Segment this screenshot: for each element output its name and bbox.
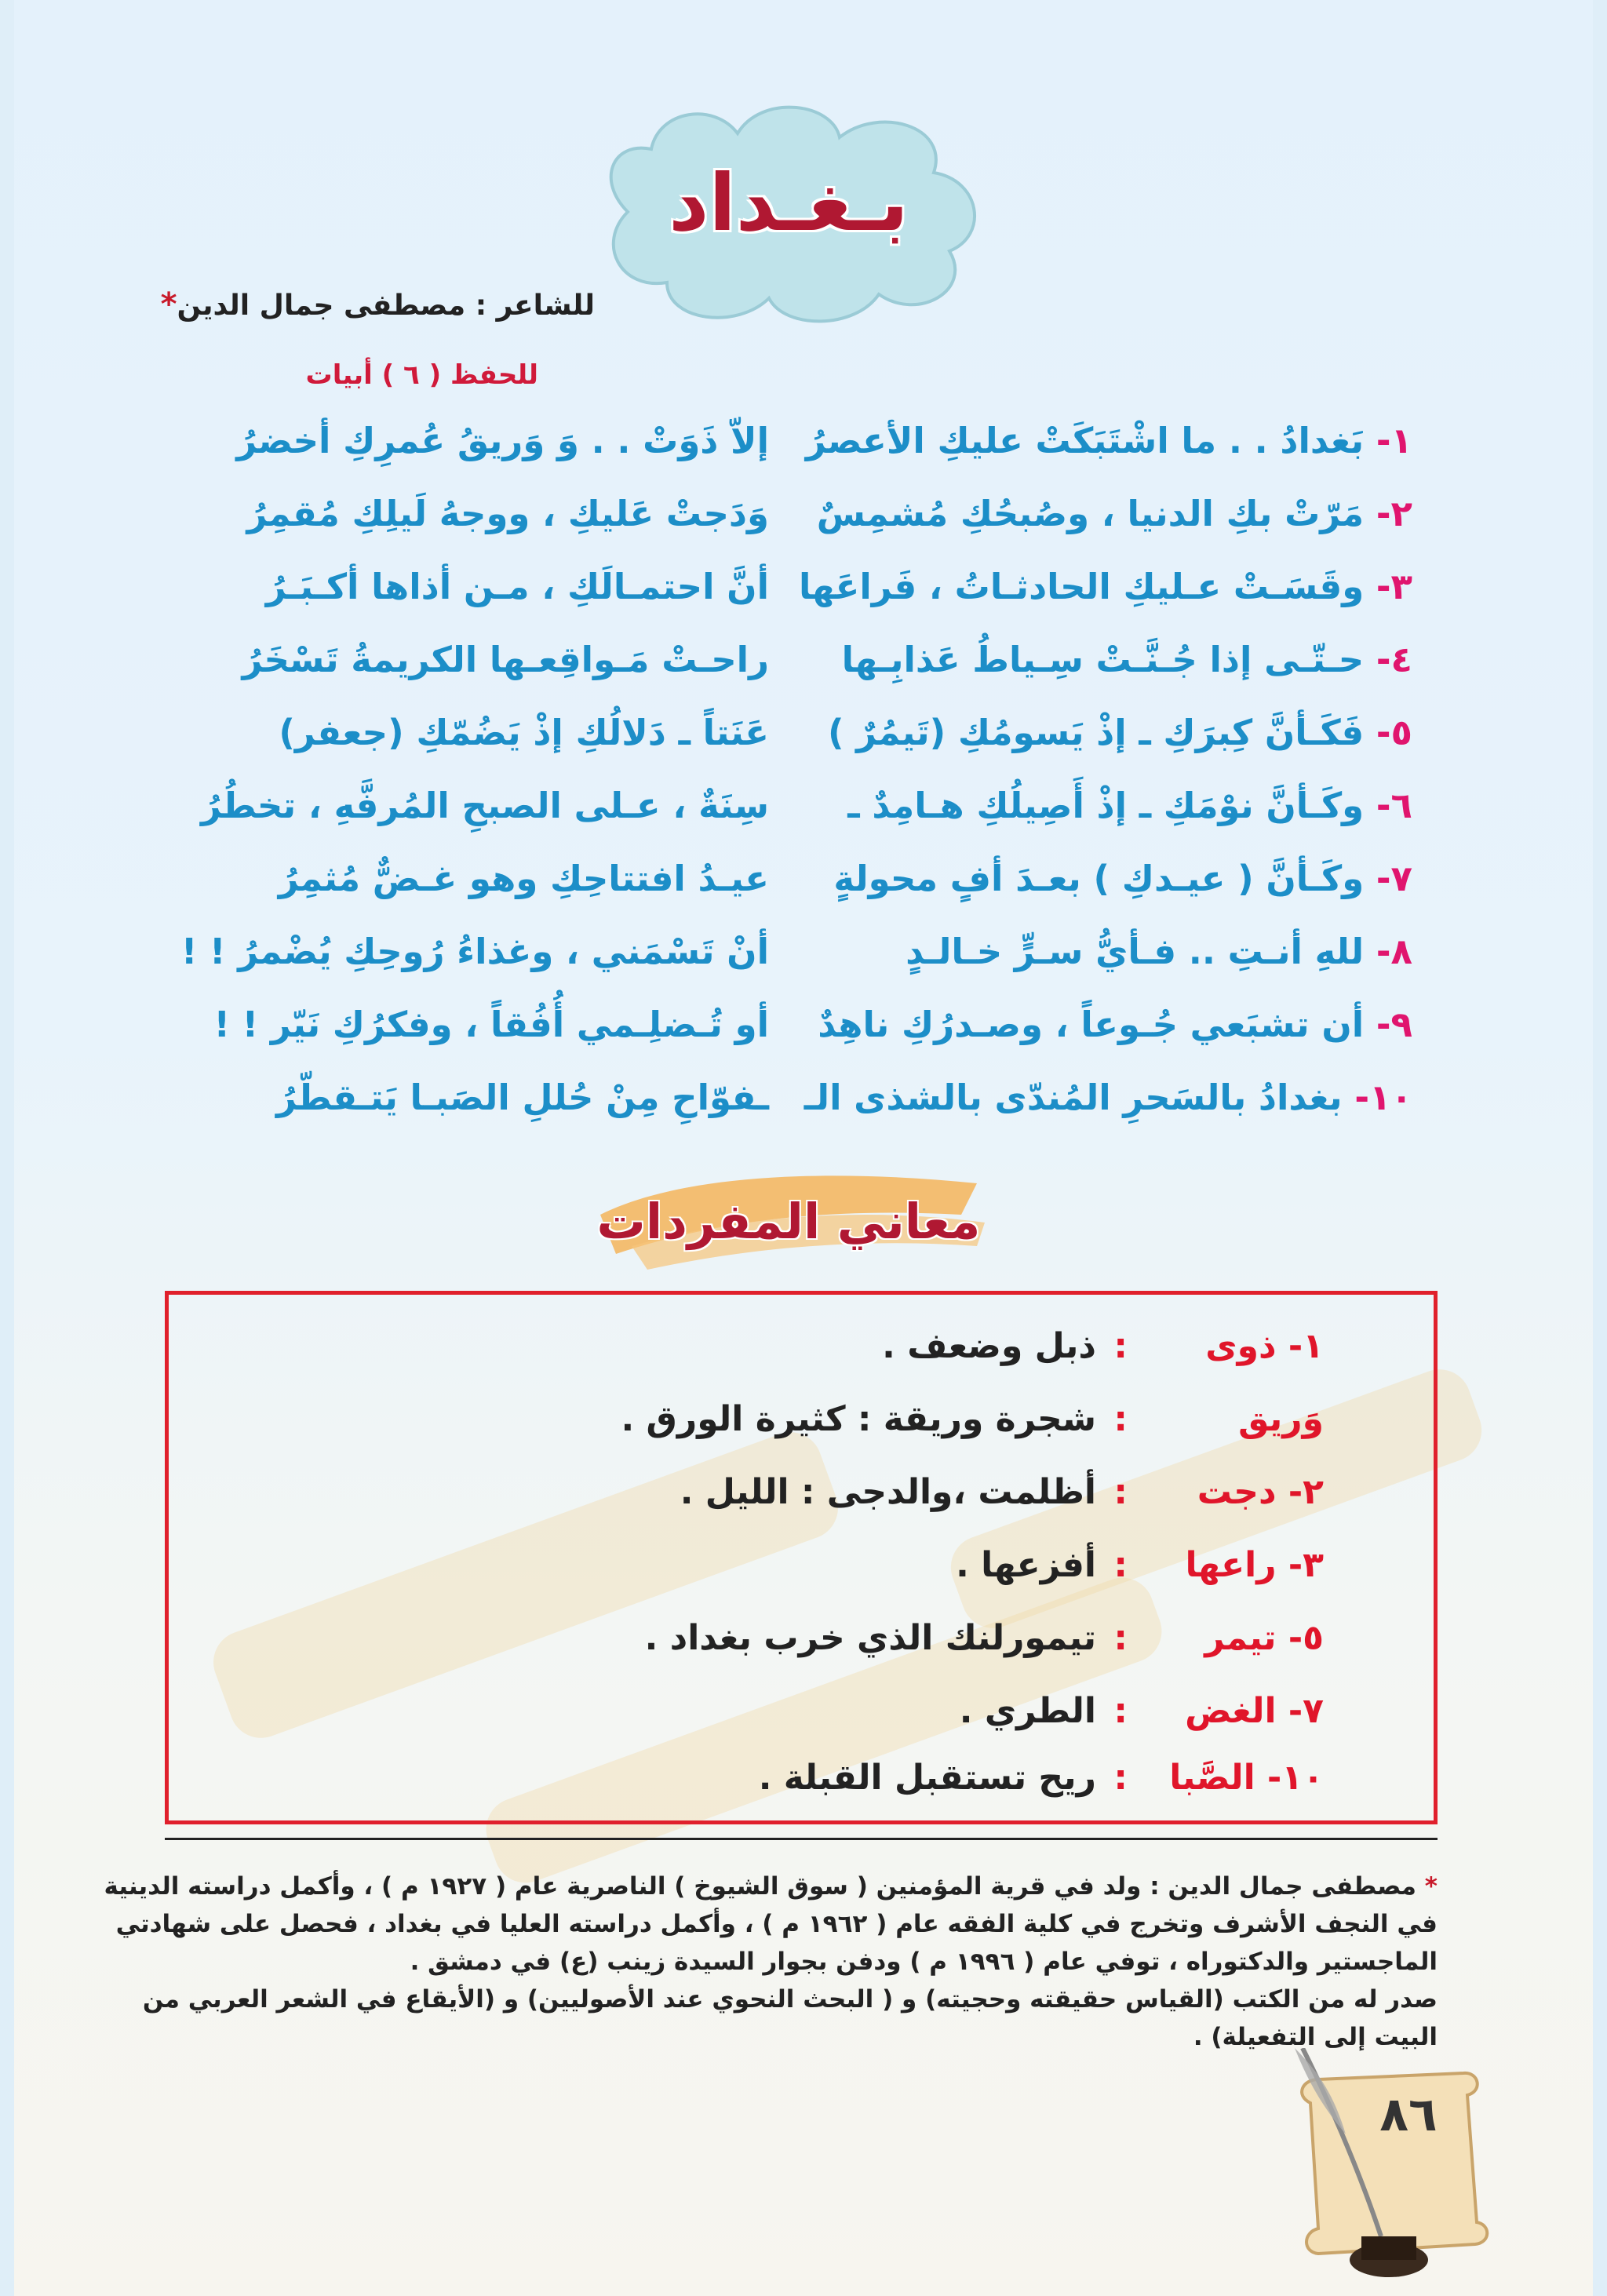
page-number: ٨٦ (1379, 2087, 1438, 2142)
vocab-colon: : (1113, 1326, 1128, 1366)
footnote-line: الماجستير والدكتوراه ، توفي عام ( ١٩٩٦ م ) ودفن بجوار السيدة زينب (ع) في دمشق . (410, 1948, 1438, 1976)
verse-row (157, 566, 1412, 639)
vocab-row (304, 1545, 1324, 1616)
verse-number: ٣- (1376, 566, 1412, 607)
footnote (104, 1868, 1438, 2056)
footnote-text: مصطفى جمال الدين : ولد في قرية المؤمنين ( سوق الشيوخ ) الناصرية عام ( ١٩٢٧ م ) ، وأكمل دراسته الدينية (104, 1872, 1416, 1901)
poem (157, 420, 1412, 1150)
verse-row (157, 1077, 1412, 1150)
verse-row (157, 493, 1412, 566)
verse-number: ١- (1376, 420, 1412, 461)
vocab-row (304, 1326, 1324, 1397)
verse-second-half: راحـتْ مَـواقِعـها الكريمةُ تَسْخَرُ (242, 639, 769, 680)
verse-number: ٨- (1376, 931, 1412, 972)
verse-number: ٧- (1376, 858, 1412, 899)
poet-label: للشاعر : مصطفى جمال الدين (177, 290, 595, 322)
verse-second-half: وَدَجتْ عَليكِ ، ووجهُ لَيلِكِ مُقمِرُ (246, 493, 769, 534)
verse-sadr-text: حـتّـى إذا جُـنَّـتْ سِـياطُ عَذابِـها (841, 639, 1365, 680)
verse-first-half (816, 785, 1412, 826)
verse-sadr-text: أن تشبَعي جُـوعاً ، وصـدرُكِ ناهِدٌ (818, 1004, 1365, 1045)
vocab-row (304, 1618, 1324, 1689)
vocab-row (304, 1691, 1324, 1762)
verse-sadr-text: مَرّتْ بكِ الدنيا ، وصُبحُكِ مُشمِسٌ (816, 493, 1365, 534)
page-title: بـغـداد (669, 157, 909, 249)
footnote-line: صدر له من الكتب (القياس حقيقته وحجيته) و ( البحث النحوي عند الأصوليين) و (الأيقاع في الشعر العربي من (142, 1985, 1438, 2014)
verse-first-half (799, 566, 1412, 607)
verse-first-half (816, 858, 1412, 899)
verse-sadr-text: للهِ أنـتِ .. فـأيُّ سـرٍّ خـالـدٍ (906, 931, 1365, 972)
verse-number: ٥- (1376, 712, 1412, 753)
vocab-colon: : (1113, 1545, 1128, 1585)
vocab-definition: ذبل وضعف . (882, 1326, 1096, 1366)
verse-sadr-text: وكَـأنَّ ( عيـدكِ ) بعـدَ أفٍ محولةٍ (833, 858, 1365, 899)
scroll-quill-icon (1271, 2048, 1507, 2291)
verse-second-half: ـفوّاحِ مِنْ حُللِ الصَبـا يَتـقطّرُ (275, 1077, 769, 1118)
verse-sadr-text: بغدادُ بالسَحرِ المُندّى بالشذى الـ (804, 1077, 1343, 1118)
vocab-word: ١٠- الصَّبا (1169, 1758, 1324, 1798)
verse-number: ٤- (1376, 639, 1412, 680)
verse-sadr-text: بَغدادُ . . ما اشْتَبَكَتْ عليكِ الأعصرُ (805, 420, 1365, 461)
verse-first-half (816, 1004, 1412, 1045)
verse-first-half (816, 931, 1412, 972)
vocab-title: معاني المفردات (596, 1193, 981, 1250)
poet-credit (161, 286, 595, 323)
verse-row (157, 858, 1412, 931)
vocab-definition: شجرة وريقة : كثيرة الورق . (621, 1399, 1096, 1439)
verse-row (157, 639, 1412, 712)
verse-second-half: سِنَةٌ ، عـلى الصبحِ المُرفَّهِ ، تخطُرُ (201, 785, 769, 826)
vocab-colon: : (1113, 1399, 1128, 1439)
verse-first-half (816, 639, 1412, 680)
verse-row (157, 1004, 1412, 1077)
vocab-row (304, 1758, 1324, 1828)
vocab-definition: أظلمت ،والدجى : الليل . (680, 1472, 1096, 1512)
verse-sadr-text: وقَسَـتْ عـليكِ الحادثـاتُ ، فَراعَها (799, 566, 1365, 607)
vocab-row (304, 1472, 1324, 1543)
verse-second-half: عَنَتاً ـ دَلالُكِ إذْ يَضُمّكِ (جعفر) (279, 712, 769, 753)
footnote-separator (165, 1838, 1438, 1840)
verse-row (157, 712, 1412, 785)
vocab-box (165, 1291, 1438, 1824)
verse-second-half: أنَّ احتمـالَكِ ، مـن أذاها أكـبَـرُ (265, 566, 769, 607)
verse-second-half: أو تُـضلِـمي أُفُقاً ، وفكرُكِ نَيّر ! ! (213, 1004, 769, 1045)
footnote-star: * (160, 286, 177, 323)
vocab-word: ٧- الغض (1185, 1691, 1324, 1731)
verse-sadr-text: وكَـأنَّ نوْمَكِ ـ إذْ أَصِيلُكِ هـامِدٌ ـ (847, 785, 1365, 826)
verse-first-half (816, 712, 1412, 753)
verse-second-half: أنْ تَسْمَني ، وغذاءُ رُوحِكِ يُضْمرُ ! ! (180, 931, 769, 972)
verse-first-half (804, 1077, 1412, 1118)
vocab-colon: : (1113, 1472, 1128, 1512)
verse-number: ٦- (1376, 785, 1412, 826)
vocab-definition: الطري . (959, 1691, 1096, 1731)
vocab-word: ٥- تيمر (1204, 1618, 1324, 1658)
vocab-word: وَريق (1238, 1399, 1324, 1439)
verse-row (157, 420, 1412, 493)
footnote-line: في النجف الأشرف وتخرج في كلية الفقه عام ( ١٩٦٢ م ) ، وأكمل دراسته العليا في بغداد ، فحصل على شهادتي (115, 1910, 1438, 1938)
vocab-colon: : (1113, 1618, 1128, 1658)
verse-row (157, 931, 1412, 1004)
vocab-definition: ريح تستقبل القبلة . (758, 1758, 1096, 1798)
memorize-note: للحفظ ( ٦ ) أبيات (305, 359, 538, 391)
verse-number: ١٠- (1354, 1077, 1412, 1118)
vocab-colon: : (1113, 1758, 1128, 1798)
vocab-colon: : (1113, 1691, 1128, 1731)
vocab-definition: تيمورلنك الذي خرب بغداد . (644, 1618, 1096, 1658)
vocab-word: ٢- دجت (1197, 1472, 1324, 1512)
footnote-star: * (1424, 1872, 1438, 1901)
verse-first-half (816, 493, 1412, 534)
verse-number: ٢- (1376, 493, 1412, 534)
verse-second-half: عيـدُ افتتاحِكِ وهو غـضٌّ مُثمِرُ (278, 858, 769, 899)
vocab-word: ١- ذوى (1205, 1326, 1324, 1366)
verse-number: ٩- (1376, 1004, 1412, 1045)
vocab-row (304, 1399, 1324, 1470)
verse-sadr-text: فَكَـأنَّ كِبرَكِ ـ إذْ يَسومُكِ (تَيمُرٌ ) (827, 712, 1365, 753)
footnote-line: البيت إلى التفعيلة) . (1193, 2023, 1438, 2051)
footnote-line (104, 1868, 1438, 1905)
vocab-definition: أفزعها . (956, 1545, 1096, 1585)
verse-second-half: إلاّ ذَوَتْ . . وَ وَريقُ عُمرِكِ أخضرُ (236, 420, 769, 461)
vocab-word: ٣- راعها (1185, 1545, 1324, 1585)
verse-row (157, 785, 1412, 858)
verse-first-half (805, 420, 1412, 461)
